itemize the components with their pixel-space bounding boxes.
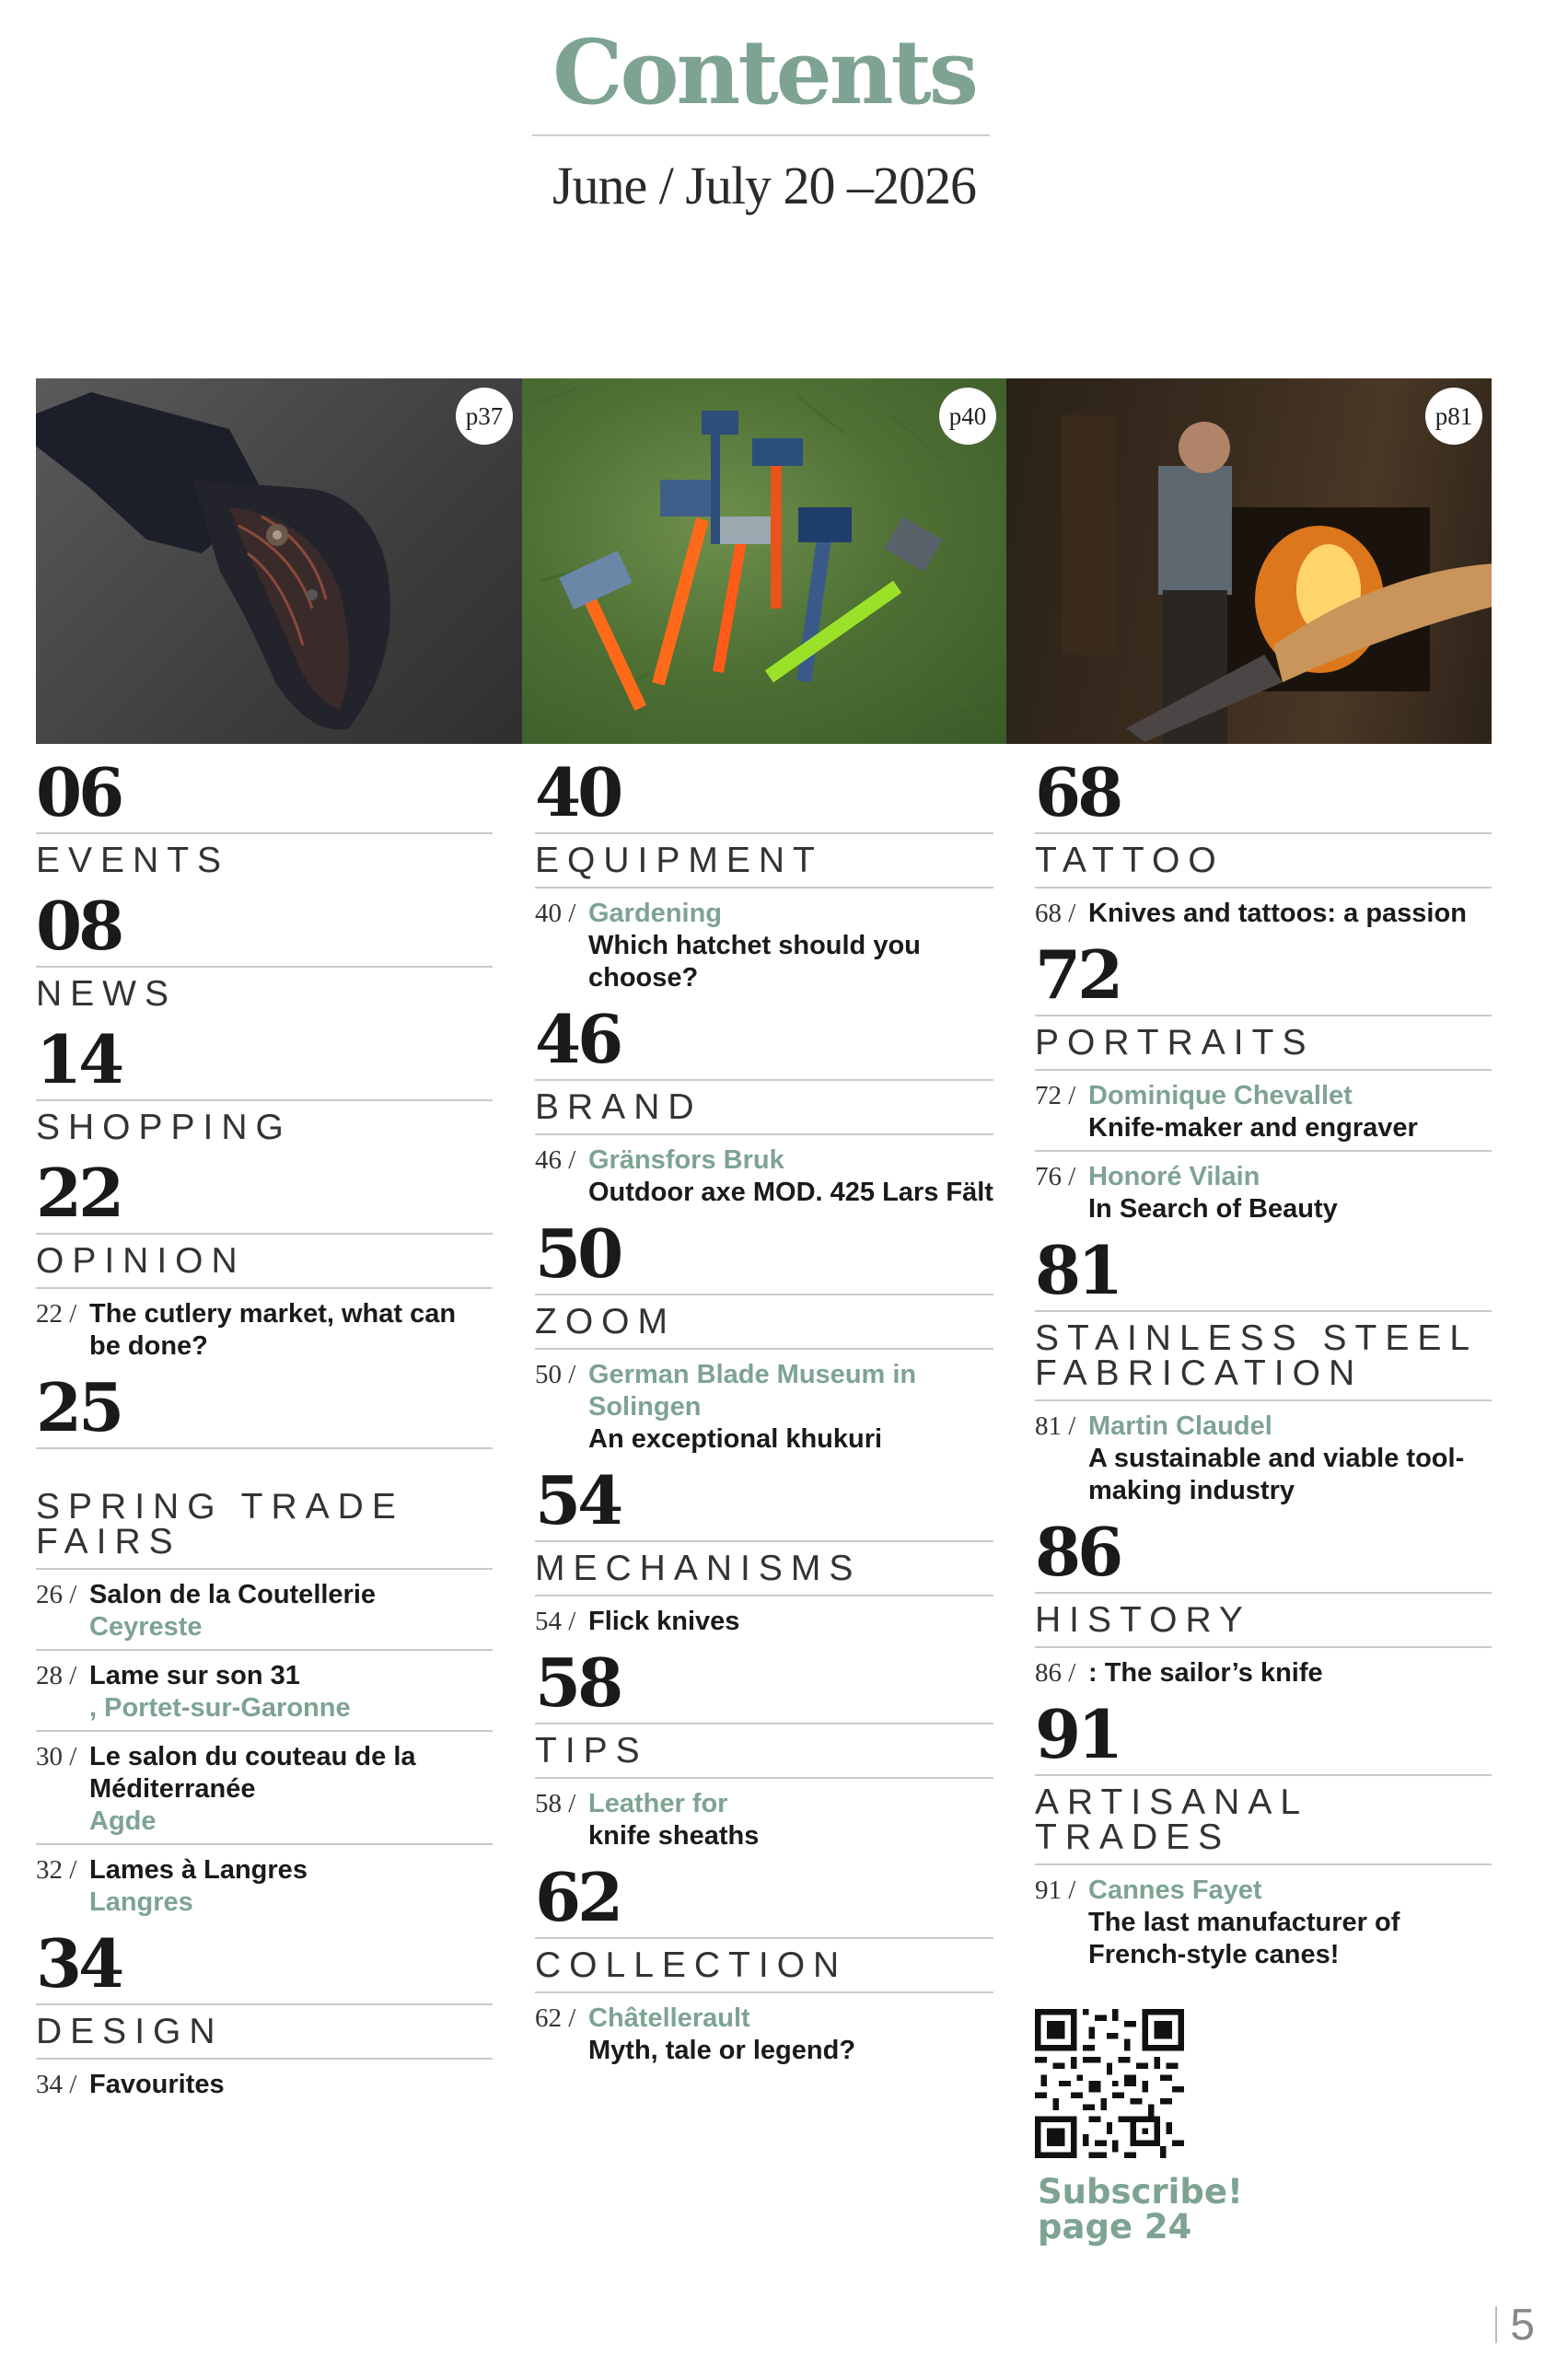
- toc-entry[interactable]: [535, 1779, 993, 1858]
- entry-text: The last manufacturer of French-style canes!: [1088, 1908, 1400, 1969]
- section-number: 34: [36, 1924, 122, 2003]
- section-title-stainless-steel-fabrication[interactable]: [1035, 1312, 1492, 1399]
- section-title-shopping[interactable]: SHOPPING: [36, 1108, 292, 1147]
- toc-entry[interactable]: [535, 888, 993, 1000]
- issue-date: June / July 20 –2026: [552, 156, 977, 215]
- section-title-collection[interactable]: COLLECTION: [535, 1945, 848, 1985]
- section-number: 62: [535, 1858, 621, 1936]
- page-badge-p37[interactable]: p37: [456, 388, 513, 445]
- entry-page: 91 /: [1035, 1875, 1076, 1905]
- hatchets-photo: [522, 378, 1006, 744]
- entry-text: knife sheaths: [588, 1821, 760, 1851]
- entry-page: 46 /: [535, 1145, 576, 1175]
- column-1: [36, 753, 493, 2107]
- toc-entry[interactable]: [36, 1651, 493, 1730]
- page-number: [1495, 2300, 1535, 2351]
- section-title-zoom[interactable]: ZOOM: [535, 1302, 676, 1341]
- entry-subtitle: Agde: [89, 1806, 157, 1836]
- section-title-line: FABRICATION: [1035, 1353, 1364, 1393]
- toc-entry[interactable]: [1035, 1865, 1492, 1977]
- section-number: 40: [535, 753, 621, 831]
- entry-subtitle: Dominique Chevallet: [1088, 1081, 1353, 1110]
- entry-page: 72 /: [1035, 1081, 1076, 1110]
- title-divider: [532, 134, 990, 136]
- section-title-equipment[interactable]: EQUIPMENT: [535, 841, 823, 880]
- entry-subtitle: Châtellerault: [588, 2003, 750, 2033]
- section-number: 08: [36, 887, 122, 965]
- page-badge-p40[interactable]: p40: [939, 388, 996, 445]
- entry-text: Myth, tale or legend?: [588, 2036, 856, 2065]
- section-number: 06: [36, 753, 122, 831]
- entry-page: 32 /: [36, 1855, 77, 1885]
- entry-subtitle: Ceyreste: [89, 1612, 203, 1642]
- toc-entry[interactable]: [1035, 1071, 1492, 1150]
- entry-subtitle: German Blade Museum in Solingen: [588, 1360, 917, 1422]
- section-title-history[interactable]: HISTORY: [1035, 1600, 1251, 1640]
- entry-subtitle: Cannes Fayet: [1088, 1875, 1262, 1905]
- entry-subtitle: Gränsfors Bruk: [588, 1145, 784, 1175]
- entry-page: 26 /: [36, 1580, 77, 1609]
- entry-page: 76 /: [1035, 1162, 1076, 1191]
- entry-subtitle: Honoré Vilain: [1088, 1162, 1260, 1191]
- entry-subtitle: Martin Claudel: [1088, 1411, 1272, 1441]
- section-number: 46: [535, 1000, 621, 1078]
- section-title-events[interactable]: EVENTS: [36, 841, 230, 880]
- entry-subtitle: Leather for: [588, 1789, 728, 1818]
- entry-page: 30 /: [36, 1742, 77, 1771]
- entry-text: : The sailor’s knife: [1088, 1658, 1323, 1688]
- section-title-mechanisms[interactable]: MECHANISMS: [535, 1549, 862, 1588]
- section-number: 81: [1035, 1231, 1121, 1309]
- entry-text: Knife-maker and engraver: [1088, 1113, 1418, 1143]
- section-number: 68: [1035, 753, 1121, 831]
- entry-subtitle: Gardening: [588, 899, 723, 928]
- entry-text: Flick knives: [588, 1607, 740, 1636]
- entry-page: 40 /: [535, 899, 576, 928]
- entry-text: Which hatchet should you choose?: [588, 931, 921, 993]
- entry-page: 58 /: [535, 1789, 576, 1818]
- entry-page: 86 /: [1035, 1658, 1076, 1688]
- toc-entry[interactable]: [535, 1993, 993, 2073]
- toc-entry[interactable]: [36, 1732, 493, 1843]
- entry-page: 81 /: [1035, 1411, 1076, 1441]
- entry-page: 54 /: [535, 1607, 576, 1636]
- entry-text: Le salon du couteau de la Méditerranée: [89, 1742, 416, 1804]
- entry-text: Outdoor axe MOD. 425 Lars Fält: [588, 1178, 993, 1207]
- section-title-portraits[interactable]: PORTRAITS: [1035, 1023, 1315, 1062]
- folio-divider: [1495, 2306, 1497, 2343]
- entry-text: Lame sur son 31: [89, 1661, 300, 1690]
- toc-entry[interactable]: [535, 1596, 993, 1643]
- toc-entry[interactable]: [1035, 1648, 1492, 1695]
- column-3: [1035, 753, 1492, 1977]
- page-number-value: 5: [1510, 2301, 1535, 2350]
- entry-text: An exceptional khukuri: [588, 1424, 883, 1454]
- subscribe-page: page 24: [1038, 2207, 1192, 2247]
- entry-page: 50 /: [535, 1360, 576, 1389]
- entry-page: 28 /: [36, 1661, 77, 1690]
- entry-text: In Search of Beauty: [1088, 1194, 1338, 1224]
- qr-code-icon[interactable]: [1035, 2009, 1184, 2158]
- toc-entry[interactable]: [36, 1845, 493, 1924]
- section-number: 58: [535, 1643, 621, 1722]
- entry-text: A sustainable and viable tool-making industry: [1088, 1444, 1465, 1505]
- knife-photo: [36, 378, 522, 744]
- entry-text: Knives and tattoos: a passion: [1088, 899, 1467, 928]
- entry-page: 34 /: [36, 2070, 77, 2099]
- section-title-line: TRADES: [1035, 1817, 1231, 1857]
- section-number: 14: [36, 1020, 122, 1098]
- toc-entry[interactable]: [36, 1570, 493, 1649]
- entry-subtitle: , Portet-sur-Garonne: [89, 1693, 351, 1723]
- toc-entry[interactable]: [535, 1350, 993, 1461]
- subscribe-label: Subscribe!: [1038, 2172, 1243, 2212]
- column-2: [535, 753, 993, 2073]
- page-title: Contents: [552, 20, 976, 124]
- section-number: 25: [36, 1368, 122, 1446]
- toc-entry[interactable]: [535, 1135, 993, 1214]
- section-title-design[interactable]: DESIGN: [36, 2012, 224, 2051]
- toc-entry[interactable]: [36, 2060, 493, 2107]
- section-title-tattoo[interactable]: TATTOO: [1035, 841, 1225, 880]
- entry-text: Salon de la Coutellerie: [89, 1580, 377, 1609]
- section-title-artisanal-trades[interactable]: [1035, 1776, 1492, 1864]
- section-number: 22: [36, 1154, 122, 1232]
- section-title-news[interactable]: NEWS: [36, 974, 177, 1014]
- subscribe-callout[interactable]: [1038, 2172, 1243, 2247]
- section-title-line: STAINLESS STEEL: [1035, 1318, 1479, 1358]
- section-number: 54: [535, 1461, 621, 1539]
- section-number: 72: [1035, 935, 1121, 1014]
- section-title-line: ARTISANAL: [1035, 1782, 1309, 1822]
- toc-entry[interactable]: [1035, 1152, 1492, 1231]
- toc-entry[interactable]: [1035, 888, 1492, 935]
- toc-entry[interactable]: [1035, 1401, 1492, 1513]
- entry-text: Favourites: [89, 2070, 225, 2099]
- entry-text: The cutlery market, what can be done?: [89, 1299, 457, 1361]
- section-number: 50: [535, 1214, 621, 1293]
- section-title-brand[interactable]: BRAND: [535, 1087, 703, 1127]
- page-badge-p81[interactable]: p81: [1425, 388, 1482, 445]
- section-title-spring-trade-fairs[interactable]: SPRING TRADE FAIRS: [36, 1487, 404, 1562]
- entry-page: 62 /: [535, 2003, 576, 2033]
- entry-page: 22 /: [36, 1299, 77, 1329]
- blacksmith-forge-photo: [1006, 378, 1492, 744]
- entry-text: Lames à Langres: [89, 1855, 308, 1885]
- toc-entry[interactable]: [36, 1289, 493, 1368]
- section-title-opinion[interactable]: OPINION: [36, 1241, 246, 1281]
- section-number: 86: [1035, 1513, 1121, 1591]
- section-number: 91: [1035, 1695, 1121, 1773]
- entry-subtitle: Langres: [89, 1887, 193, 1917]
- section-title-tips[interactable]: TIPS: [535, 1731, 648, 1771]
- entry-page: 68 /: [1035, 899, 1076, 928]
